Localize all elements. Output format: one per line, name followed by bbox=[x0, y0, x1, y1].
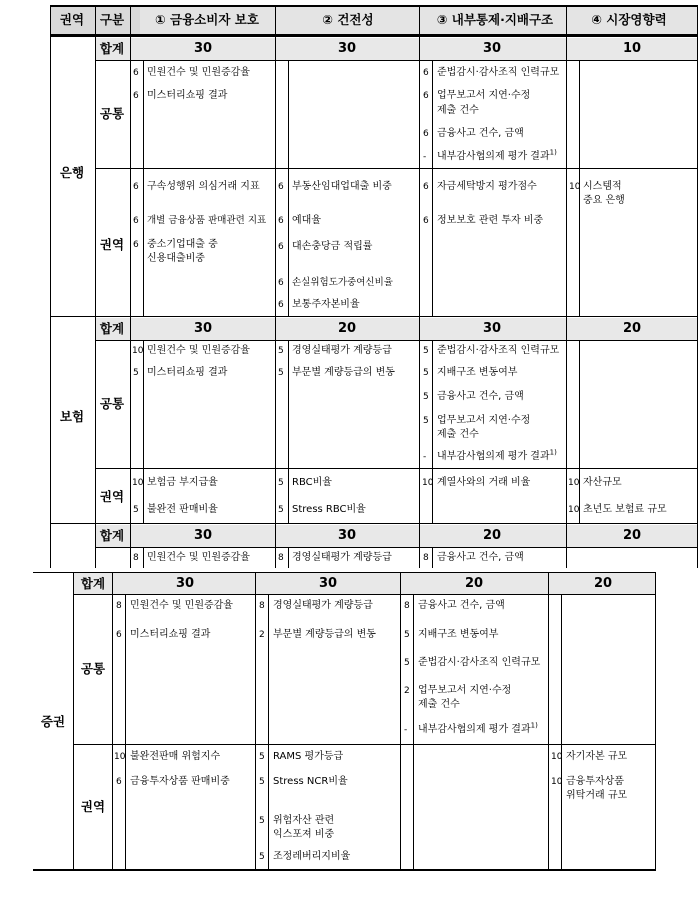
indicator-item: 업무보고서 지연·수정 bbox=[437, 90, 531, 101]
bank-total-soundness: 30 bbox=[337, 41, 357, 56]
weight: 10 bbox=[569, 182, 581, 192]
hidden-total-label: 합계 bbox=[99, 528, 125, 543]
securities-total-internal: 20 bbox=[464, 576, 484, 591]
indicator-item: 미스터리쇼핑 결과 bbox=[147, 367, 228, 378]
securities-sector-label: 권역 bbox=[80, 799, 106, 814]
weight: - bbox=[423, 452, 427, 462]
securities-total-label: 합계 bbox=[80, 576, 106, 591]
hidden-total-market: 20 bbox=[622, 528, 642, 543]
securities-common-label: 공통 bbox=[80, 661, 106, 676]
weight: 5 bbox=[278, 505, 284, 515]
header-consumer-protection: ① 금융소비자 보호 bbox=[155, 12, 259, 27]
bank-sector-label: 권역 bbox=[99, 237, 125, 252]
header-market-influence: ④ 시장영향력 bbox=[591, 12, 667, 27]
weight: 5 bbox=[423, 416, 429, 426]
indicator-item: 준법감시·감사조직 인력규모 bbox=[437, 67, 560, 78]
indicator-item: 조정레버리지비율 bbox=[273, 851, 351, 862]
insurance-total-consumer: 30 bbox=[193, 321, 213, 336]
indicator-item: 보통주자본비율 bbox=[292, 299, 360, 310]
weight: 6 bbox=[278, 300, 284, 310]
indicator-text: 내부감사협의제 평가 결과 bbox=[437, 451, 550, 462]
weight: 10 bbox=[568, 478, 580, 488]
indicator-item bbox=[437, 150, 557, 164]
securities-total-consumer: 30 bbox=[175, 576, 195, 591]
weight: 6 bbox=[423, 129, 429, 139]
indicator-item: 신용대출비중 bbox=[147, 253, 205, 264]
securities-total-market: 20 bbox=[593, 576, 613, 591]
weight: 10 bbox=[132, 478, 144, 488]
header-type: 구분 bbox=[99, 12, 125, 27]
indicator-item: 정보보호 관련 투자 비중 bbox=[437, 215, 544, 226]
weight: 2 bbox=[404, 686, 410, 696]
indicator-item: 불완전 판매비율 bbox=[147, 504, 218, 515]
indicator-item: 자금세탁방지 평가점수 bbox=[437, 181, 537, 192]
weight: 6 bbox=[423, 91, 429, 101]
weight: 10 bbox=[551, 752, 563, 762]
indicator-item: 민원건수 및 민원증감율 bbox=[147, 67, 250, 78]
hidden-total-soundness: 30 bbox=[337, 528, 357, 543]
weight: 6 bbox=[278, 216, 284, 226]
weight: - bbox=[423, 152, 427, 162]
indicator-item: 경영실태평가 계량등급 bbox=[273, 600, 373, 611]
weight: 6 bbox=[116, 777, 122, 787]
indicator-text: 내부감사협의제 평가 결과 bbox=[437, 151, 550, 162]
weight: 8 bbox=[259, 601, 265, 611]
hidden-total-consumer: 30 bbox=[193, 528, 213, 543]
indicator-item: 경영실태평가 계량등급 bbox=[292, 345, 392, 356]
weight: 6 bbox=[423, 182, 429, 192]
indicator-item: 업무보고서 지연·수정 bbox=[418, 685, 512, 696]
indicator-item: 민원건수 및 민원증감율 bbox=[147, 345, 250, 356]
indicator-item: 자산규모 bbox=[583, 477, 622, 488]
weight: 5 bbox=[423, 368, 429, 378]
indicator-item: 초년도 보험료 규모 bbox=[583, 504, 667, 515]
weight: - bbox=[404, 725, 408, 735]
indicator-item: 미스터리쇼핑 결과 bbox=[147, 90, 228, 101]
bank-common-label: 공통 bbox=[99, 106, 125, 121]
indicator-item: 금융사고 건수, 금액 bbox=[437, 391, 524, 402]
weight: 8 bbox=[116, 601, 122, 611]
indicator-item: 불완전판매 위험지수 bbox=[130, 751, 221, 762]
footnote-mark: 1) bbox=[530, 721, 538, 730]
indicator-item: 업무보고서 지연·수정 bbox=[437, 415, 531, 426]
indicator-item: 예대율 bbox=[292, 215, 321, 226]
hidden-total-internal: 20 bbox=[482, 528, 502, 543]
weight: 10 bbox=[568, 505, 580, 515]
weight: 8 bbox=[278, 553, 284, 563]
indicator-item: 금융사고 건수, 금액 bbox=[437, 552, 524, 563]
weight: 5 bbox=[404, 658, 410, 668]
indicator-item: 제출 건수 bbox=[437, 105, 479, 116]
indicator-item: RBC비율 bbox=[292, 477, 332, 488]
indicator-item bbox=[437, 450, 557, 464]
weight: 6 bbox=[133, 182, 139, 192]
weight: 6 bbox=[133, 91, 139, 101]
weight: 5 bbox=[278, 368, 284, 378]
weight: 5 bbox=[259, 852, 265, 862]
weight: 5 bbox=[423, 392, 429, 402]
bank-total-market: 10 bbox=[622, 41, 642, 56]
indicator-text: 내부감사협의제 평가 결과 bbox=[418, 724, 531, 735]
insurance-total-market: 20 bbox=[622, 321, 642, 336]
indicator-item: 금융사고 건수, 금액 bbox=[437, 128, 524, 139]
indicator-item: 민원건수 및 민원증감율 bbox=[130, 600, 233, 611]
weight: 8 bbox=[404, 601, 410, 611]
indicator-item: 지배구조 변동여부 bbox=[437, 367, 518, 378]
indicator-item: 준법감시·감사조직 인력규모 bbox=[418, 657, 541, 668]
indicator-item: 시스템적 bbox=[583, 181, 622, 192]
weight: 5 bbox=[278, 346, 284, 356]
indicator-item: 부문별 계량등급의 변동 bbox=[273, 629, 376, 640]
weight: 6 bbox=[423, 216, 429, 226]
bank-label: 은행 bbox=[59, 165, 85, 180]
indicator-item: 부문별 계량등급의 변동 bbox=[292, 367, 395, 378]
bank-total-label: 합계 bbox=[99, 41, 125, 56]
weight: 6 bbox=[423, 68, 429, 78]
securities-label: 증권 bbox=[40, 714, 66, 729]
indicator-item: 금융투자상품 판매비중 bbox=[130, 776, 230, 787]
indicator-item: 위탁거래 규모 bbox=[566, 790, 628, 801]
weight: 2 bbox=[259, 630, 265, 640]
indicator-item: 구속성행위 의심거래 지표 bbox=[147, 181, 260, 192]
indicator-item: 자기자본 규모 bbox=[566, 751, 628, 762]
weight: 10 bbox=[551, 777, 563, 787]
weight: 5 bbox=[259, 752, 265, 762]
indicator-item: RAMS 평가등급 bbox=[273, 751, 344, 762]
insurance-label: 보험 bbox=[59, 409, 85, 424]
insurance-total-internal: 30 bbox=[482, 321, 502, 336]
weight: 10 bbox=[114, 752, 126, 762]
indicator-item: 대손충당금 적립률 bbox=[292, 241, 373, 252]
indicator-item: 금융사고 건수, 금액 bbox=[418, 600, 505, 611]
indicator-item: 제출 건수 bbox=[437, 429, 479, 440]
indicator-item: Stress NCR비율 bbox=[273, 776, 348, 787]
weight: 6 bbox=[116, 630, 122, 640]
insurance-common-label: 공통 bbox=[99, 396, 125, 411]
bank-total-internal: 30 bbox=[482, 41, 502, 56]
indicator-item bbox=[418, 723, 538, 737]
header-soundness: ② 건전성 bbox=[322, 12, 374, 27]
weight: 5 bbox=[404, 630, 410, 640]
weight: 8 bbox=[423, 553, 429, 563]
indicator-item: 민원건수 및 민원증감율 bbox=[147, 552, 250, 563]
insurance-total-label: 합계 bbox=[99, 321, 125, 336]
indicator-item: Stress RBC비율 bbox=[292, 504, 366, 515]
weight: 5 bbox=[259, 777, 265, 787]
weight: 5 bbox=[278, 478, 284, 488]
indicator-item: 보험금 부지급율 bbox=[147, 477, 218, 488]
weight: 10 bbox=[132, 346, 144, 356]
indicator-item: 계열사와의 거래 비율 bbox=[437, 477, 531, 488]
indicator-item: 위험자산 관련 bbox=[273, 815, 335, 826]
weight: 6 bbox=[278, 278, 284, 288]
weight: 5 bbox=[133, 368, 139, 378]
insurance-sector-label: 권역 bbox=[99, 489, 125, 504]
securities-overlay bbox=[33, 568, 656, 871]
indicator-item: 경영실태평가 계량등급 bbox=[292, 552, 392, 563]
indicator-item: 중소기업대출 중 bbox=[147, 239, 218, 250]
indicator-item: 익스포져 비중 bbox=[273, 829, 335, 840]
weight: 6 bbox=[278, 182, 284, 192]
weight: 6 bbox=[133, 68, 139, 78]
indicator-item: 중요 은행 bbox=[583, 195, 625, 206]
indicator-item: 미스터리쇼핑 결과 bbox=[130, 629, 211, 640]
weight: 8 bbox=[133, 553, 139, 563]
indicator-item: 지배구조 변동여부 bbox=[418, 629, 499, 640]
weight: 10 bbox=[422, 478, 434, 488]
weight: 6 bbox=[133, 216, 139, 226]
weight: 5 bbox=[259, 816, 265, 826]
weight: 5 bbox=[133, 505, 139, 515]
weight: 6 bbox=[278, 242, 284, 252]
header-internal-control: ③ 내부통제·지배구조 bbox=[436, 12, 554, 27]
indicator-item: 제출 건수 bbox=[418, 699, 460, 710]
indicator-item: 개별 금융상품 판매관련 지표 bbox=[147, 215, 267, 226]
weight: 5 bbox=[423, 346, 429, 356]
footnote-mark: 1) bbox=[549, 448, 557, 457]
indicator-item: 금융투자상품 bbox=[566, 776, 624, 787]
footnote-mark: 1) bbox=[549, 148, 557, 157]
bank-total-consumer: 30 bbox=[193, 41, 213, 56]
weight: 6 bbox=[133, 240, 139, 250]
securities-total-soundness: 30 bbox=[318, 576, 338, 591]
header-region: 권역 bbox=[59, 12, 85, 27]
insurance-total-soundness: 20 bbox=[337, 321, 357, 336]
indicator-item: 부동산임대업대출 비중 bbox=[292, 181, 392, 192]
indicator-item: 준법감시·감사조직 인력규모 bbox=[437, 345, 560, 356]
indicator-item: 손실위험도가중여신비율 bbox=[292, 277, 393, 288]
